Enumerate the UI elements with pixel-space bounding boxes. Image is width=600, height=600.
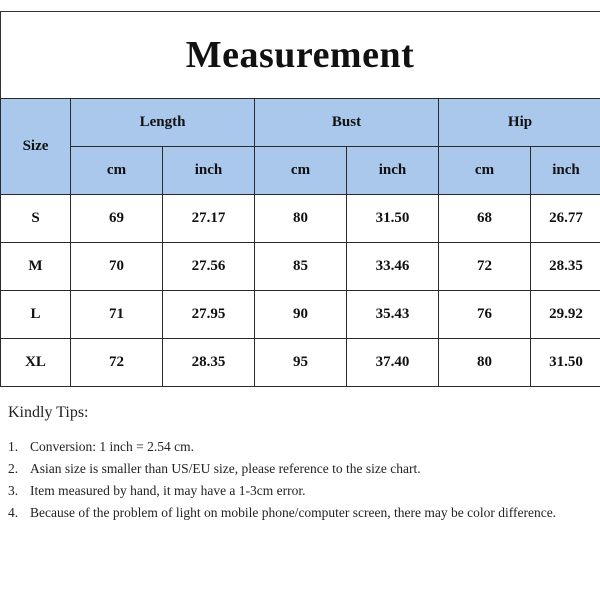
unit-header: cm (71, 147, 163, 195)
tip-number: 2. (8, 461, 19, 476)
value-cell: 28.35 (163, 339, 255, 387)
tips-list (8, 436, 593, 524)
group-header-length: Length (71, 99, 255, 147)
value-cell: 76 (439, 291, 531, 339)
unit-header: inch (163, 147, 255, 195)
group-header-bust: Bust (255, 99, 439, 147)
header-row-units (1, 147, 600, 195)
value-cell: 80 (255, 195, 347, 243)
table-row (1, 243, 600, 291)
tip-text: Item measured by hand, it may have a 1-3cm error. (30, 483, 306, 498)
header-row-groups (1, 99, 600, 147)
tip-text: Asian size is smaller than US/EU size, please reference to the size chart. (30, 461, 421, 476)
unit-header: cm (439, 147, 531, 195)
value-cell: 31.50 (531, 339, 600, 387)
value-cell: 26.77 (531, 195, 600, 243)
size-header: Size (1, 99, 71, 195)
value-cell: 72 (439, 243, 531, 291)
size-table (0, 98, 600, 387)
size-cell: XL (1, 339, 71, 387)
value-cell: 69 (71, 195, 163, 243)
table-row (1, 195, 600, 243)
value-cell: 28.35 (531, 243, 600, 291)
list-item (8, 436, 593, 458)
value-cell: 37.40 (347, 339, 439, 387)
value-cell: 31.50 (347, 195, 439, 243)
value-cell: 35.43 (347, 291, 439, 339)
value-cell: 27.17 (163, 195, 255, 243)
value-cell: 72 (71, 339, 163, 387)
size-cell: L (1, 291, 71, 339)
unit-header: cm (255, 147, 347, 195)
value-cell: 90 (255, 291, 347, 339)
value-cell: 33.46 (347, 243, 439, 291)
size-cell: M (1, 243, 71, 291)
table-row (1, 339, 600, 387)
tip-number: 1. (8, 439, 19, 454)
unit-header: inch (531, 147, 600, 195)
tips-title: Kindly Tips: (8, 404, 89, 421)
tip-text: Because of the problem of light on mobile phone/computer screen, there may be color difference. (30, 505, 557, 520)
tip-number: 4. (8, 505, 19, 520)
value-cell: 29.92 (531, 291, 600, 339)
value-cell: 68 (439, 195, 531, 243)
value-cell: 80 (439, 339, 531, 387)
value-cell: 85 (255, 243, 347, 291)
unit-header: inch (347, 147, 439, 195)
group-header-hip: Hip (439, 99, 600, 147)
value-cell: 71 (71, 291, 163, 339)
list-item (8, 480, 593, 502)
value-cell: 95 (255, 339, 347, 387)
size-cell: S (1, 195, 71, 243)
page-title: Measurement (185, 33, 415, 76)
value-cell: 27.95 (163, 291, 255, 339)
list-item (8, 458, 593, 480)
tips-section (8, 404, 593, 524)
value-cell: 27.56 (163, 243, 255, 291)
table-row (1, 291, 600, 339)
value-cell: 70 (71, 243, 163, 291)
tip-number: 3. (8, 483, 19, 498)
list-item (8, 502, 593, 524)
tip-text: Conversion: 1 inch = 2.54 cm. (30, 439, 194, 454)
